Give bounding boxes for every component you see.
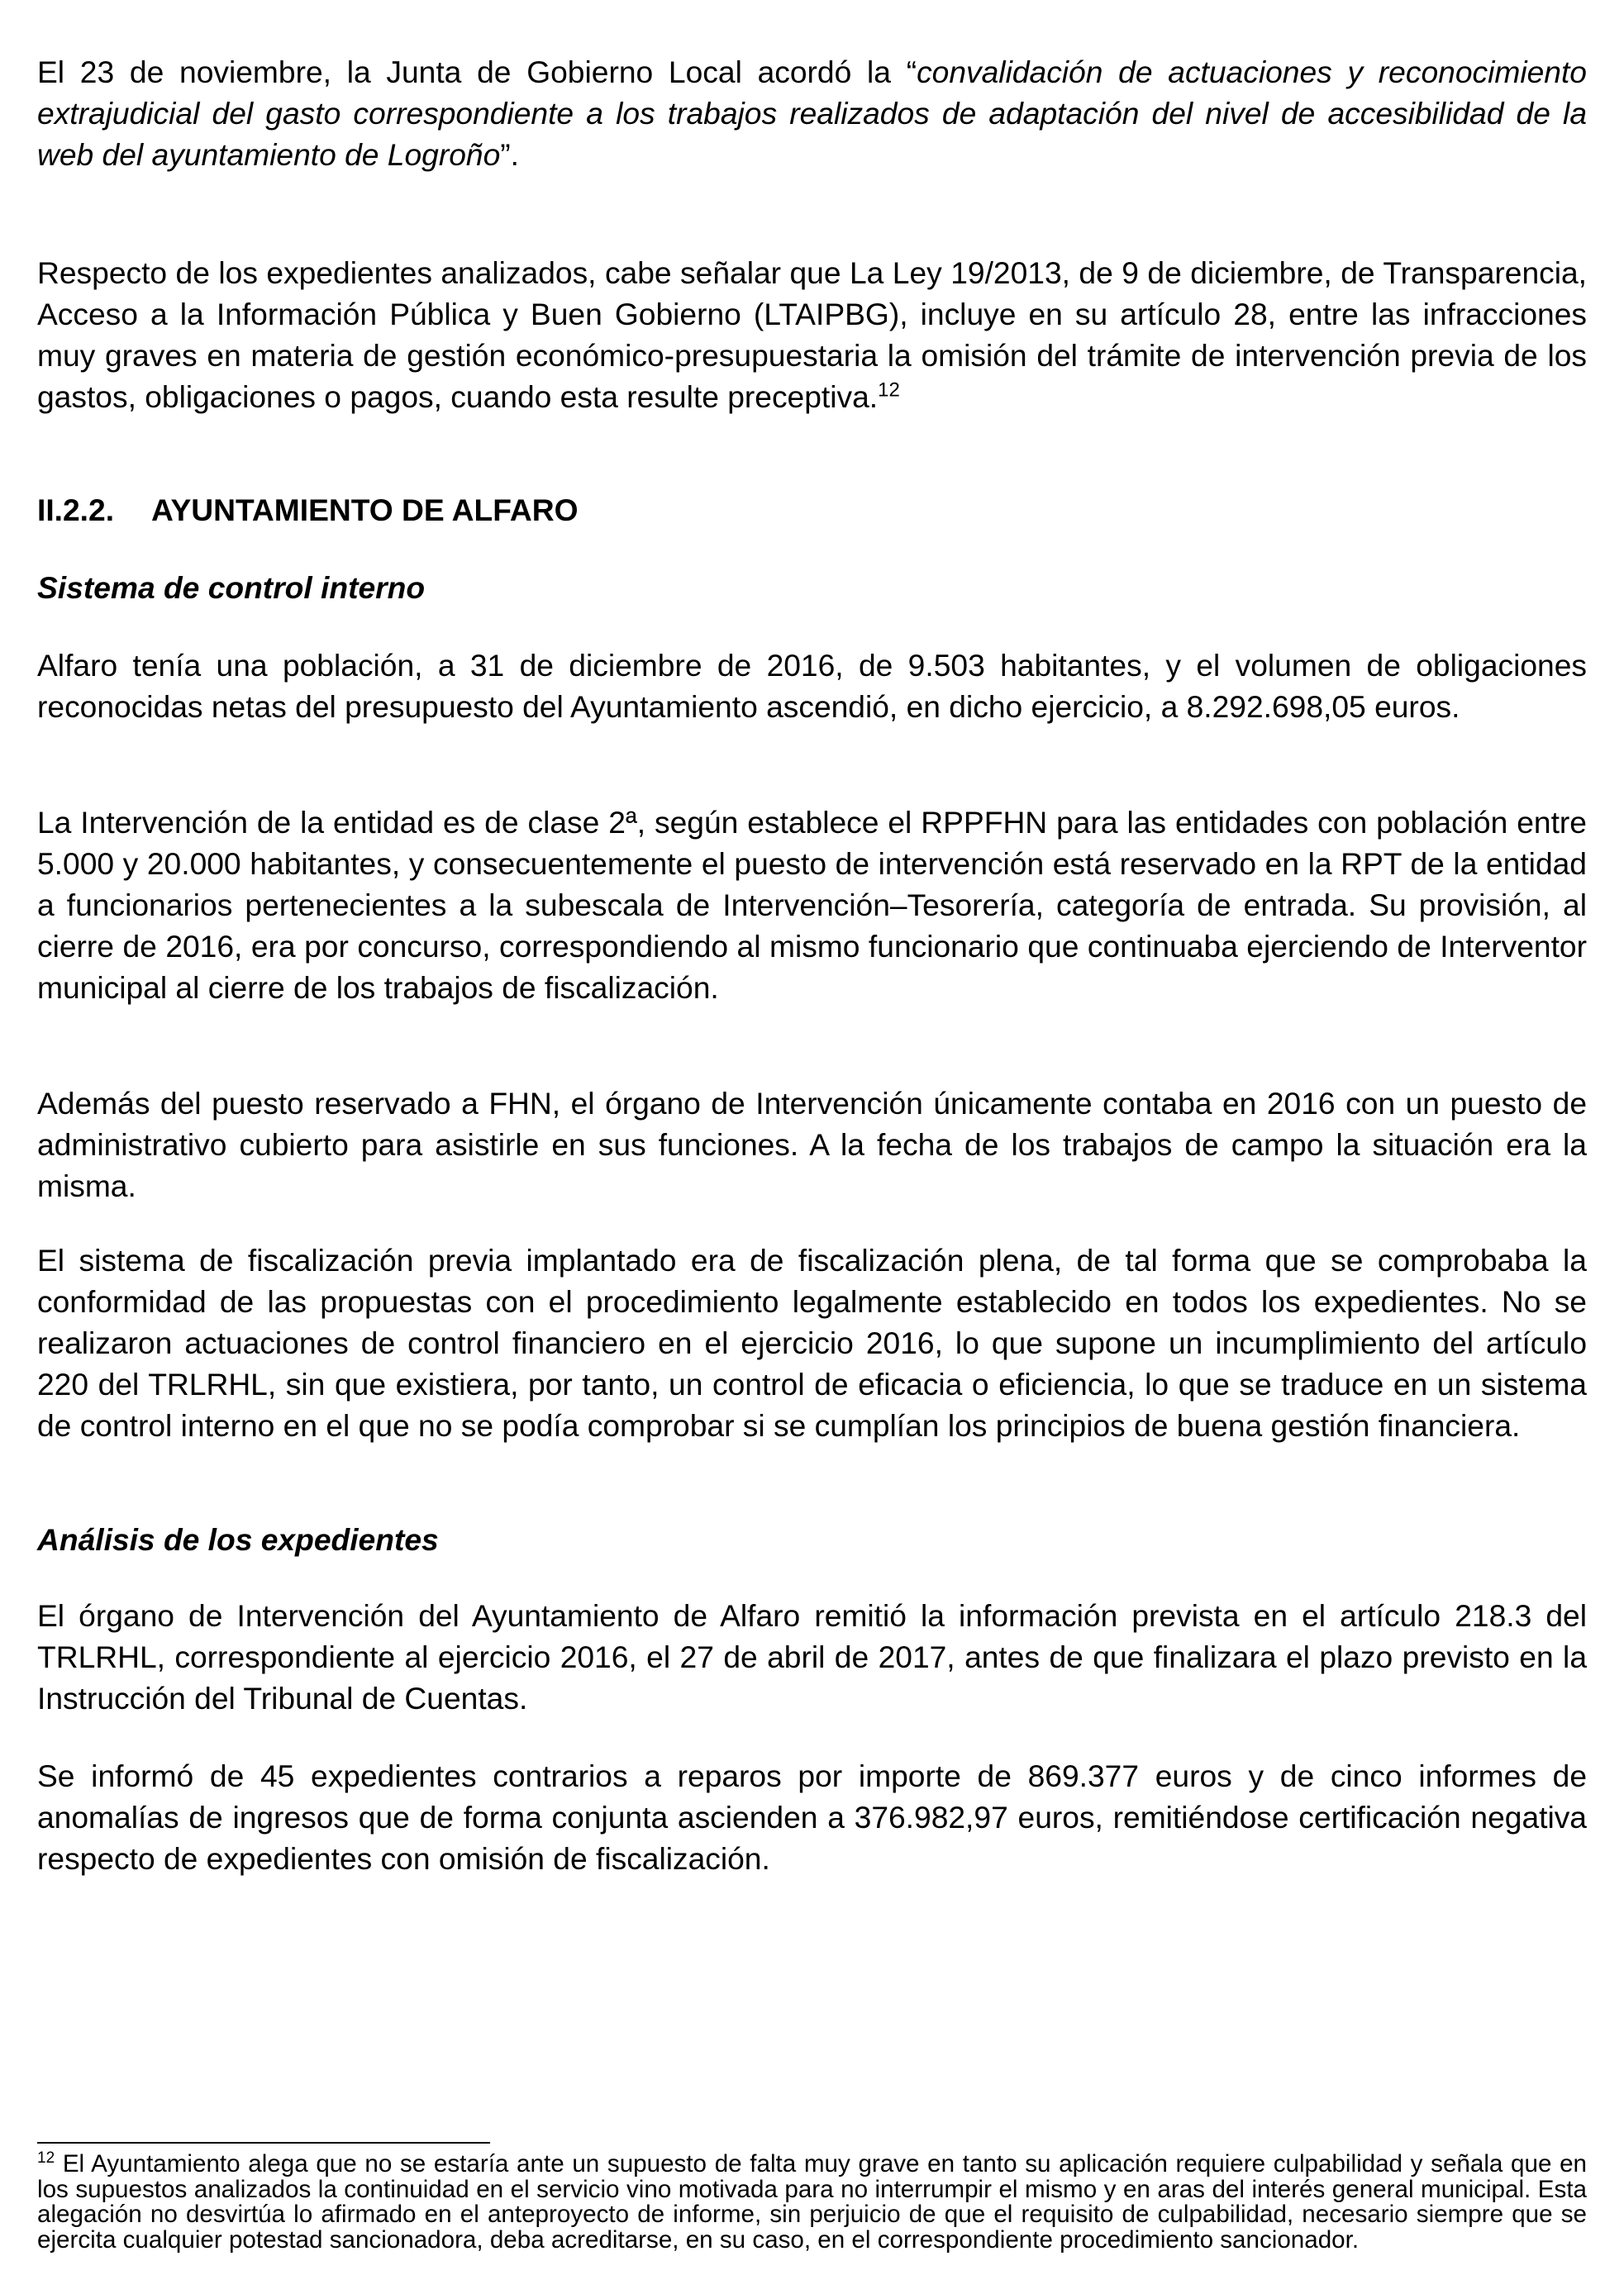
paragraph-junta-gobierno <box>37 51 1587 175</box>
paragraph-tail-text: ”. <box>500 137 520 172</box>
paragraph-poblacion: Alfaro tenía una población, a 31 de diciembre de 2016, de 9.503 habitantes, y el volumen de obligaciones reconocidas netas del presupuesto del Ayuntamiento ascendió, en dicho ejercicio, a 8.292.698,05 euros. <box>37 648 1587 724</box>
footnote-mark: 12 <box>37 2149 55 2168</box>
paragraph-intervencion-clase: La Intervención de la entidad es de clase 2ª, según establece el RPPFHN para las entidades con población entre 5.000 y 20.000 habitantes, y consecuentemente el puesto de intervención está reservado en la RPT de la entidad a funcionarios pertenecientes a la subescala de Intervención–Tesorería, categoría de entrada. Su provisión, al cierre de 2016, era por concurso, correspondiendo al mismo funcionario que continuaba ejerciendo de Interventor municipal al cierre de los trabajos de fiscalización. <box>37 805 1587 1005</box>
footnote <box>37 2149 1587 2254</box>
paragraph-text: Respecto de los expedientes analizados, cabe señalar que La Ley 19/2013, de 9 de diciembre, de Transparencia, Acceso a la Información Pública y Buen Gobierno (LTAIPBG), incluye en su artículo 28, entre las infracciones muy graves en materia de gestión económico-presupuestaria la omisión del trámite de intervención previa de los gastos, obligaciones o pagos, cuando esta resulte preceptiva. <box>37 255 1587 414</box>
footnote-text: El Ayuntamiento alega que no se estaría ante un supuesto de falta muy grave en tanto su aplicación requiere culpabilidad y señala que en los supuestos analizados la continuidad en el servicio vino motivada para no interrumpir el mismo y en aras del interés general municipal. Esta alegación no desvirtúa lo afirmado en el anteproyecto de informe, sin perjuicio de que el requisito de culpabilidad, necesario siempre que se ejercita cualquier potestad sancionadora, deba acreditarse, en su caso, en el correspondiente procedimiento sancionador. <box>37 2150 1587 2254</box>
section-number: II.2.2. <box>37 493 115 527</box>
quoted-agreement-text: convalidación de actuaciones y reconocimiento extrajudicial del gasto correspondiente a los trabajos realizados de adaptación del nivel de accesibilidad de la web del ayuntamiento de Logroño <box>37 55 1587 172</box>
paragraph-expedientes-reparos: Se informó de 45 expedientes contrarios a reparos por importe de 869.377 euros y de cinco informes de anomalías de ingresos que de forma conjunta ascienden a 376.982,97 euros, remitiéndose certificación negativa respecto de expedientes con omisión de fiscalización. <box>37 1759 1587 1876</box>
subsection-heading-analisis: Análisis de los expedientes <box>37 1522 439 1557</box>
section-title: AYUNTAMIENTO DE ALFARO <box>151 493 579 527</box>
footnote-separator <box>37 2142 490 2144</box>
section-heading <box>37 489 579 531</box>
footnote-reference[interactable]: 12 <box>878 378 900 402</box>
subsection-heading-control-interno: Sistema de control interno <box>37 570 426 605</box>
paragraph-ltaipbg <box>37 252 1587 417</box>
paragraph-puesto-reservado: Además del puesto reservado a FHN, el órgano de Intervención únicamente contaba en 2016 con un puesto de administrativo cubierto para asistirle en sus funciones. A la fecha de los trabajos de campo la situación era la misma. <box>37 1086 1587 1203</box>
paragraph-lead-text: El 23 de noviembre, la Junta de Gobierno Local acordó la “ <box>37 55 917 89</box>
paragraph-informacion-remitida: El órgano de Intervención del Ayuntamiento de Alfaro remitió la información prevista en el artículo 218.3 del TRLRHL, correspondiente al ejercicio 2016, el 27 de abril de 2017, antes de que finalizara el plazo previsto en la Instrucción del Tribunal de Cuentas. <box>37 1598 1587 1716</box>
paragraph-sistema-fiscalizacion: El sistema de fiscalización previa implantado era de fiscalización plena, de tal forma que se comprobaba la conformidad de las propuestas con el procedimiento legalmente establecido en todos los expedientes. No se realizaron actuaciones de control financiero en el ejercicio 2016, lo que supone un incumplimiento del artículo 220 del TRLRHL, sin que existiera, por tanto, un control de eficacia o eficiencia, lo que se traduce en un sistema de control interno en el que no se podía comprobar si se cumplían los principios de buena gestión financiera. <box>37 1243 1587 1443</box>
